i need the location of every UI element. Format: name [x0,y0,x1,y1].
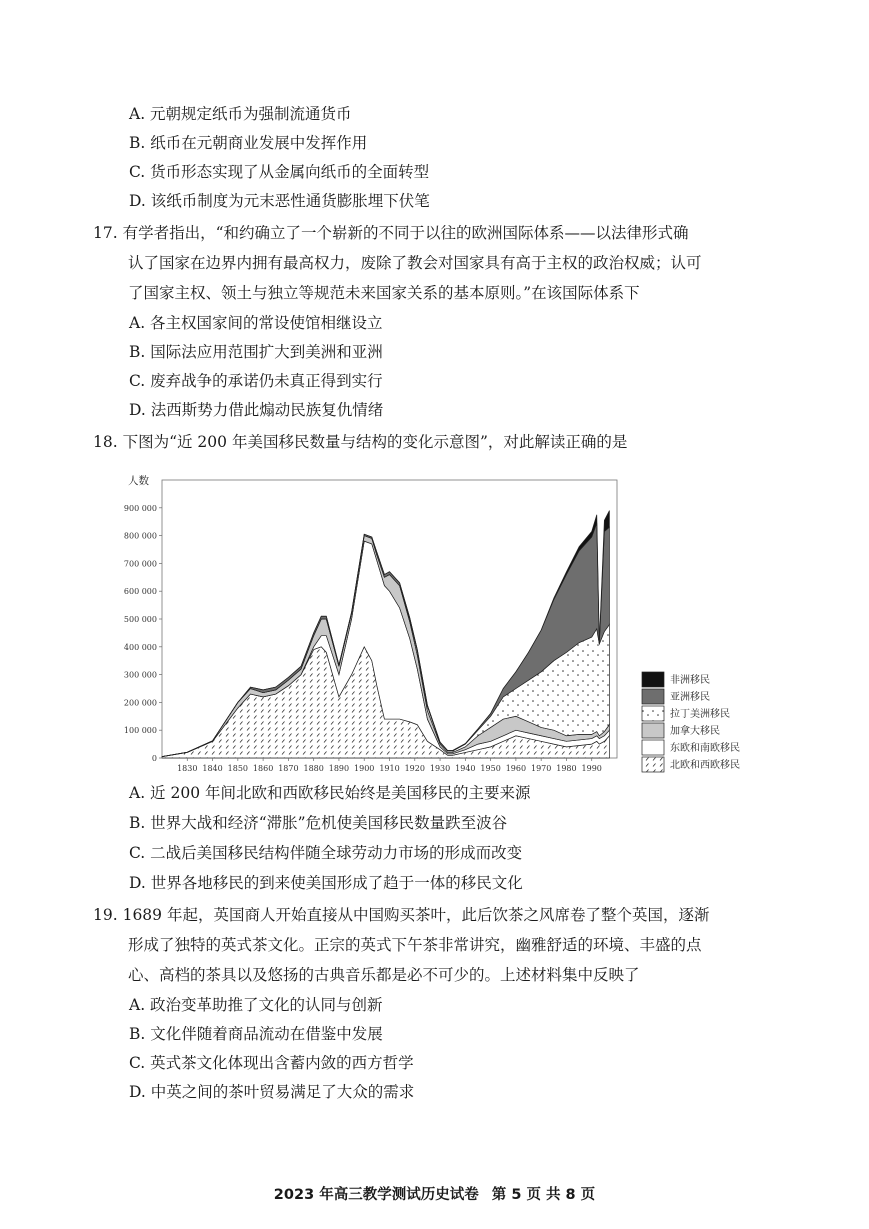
y-tick-label: 300 000 [123,670,157,680]
x-tick-label: 1880 [303,764,324,773]
q18-option-a: A. 近 200 年间北欧和西欧移民始终是美国移民的主要来源 [129,784,531,802]
q16-option-b: B. 纸币在元朝商业发展中发挥作用 [129,134,368,152]
y-tick-label: 100 000 [123,726,157,736]
legend-swatch [642,723,664,738]
q18-stem: 18. 下图为“近 200 年美国移民数量与结构的变化示意图”，对此解读正确的是 [93,433,628,451]
y-tick-label: 600 000 [123,587,157,597]
q16-option-a: A. 元朝规定纸币为强制流通货币 [129,105,352,123]
q17-option-c: C. 废弃战争的承诺仍未真正得到实行 [129,372,383,390]
q18-option-d: D. 世界各地移民的到来使美国形成了趋于一体的移民文化 [129,874,523,892]
x-tick-label: 1850 [227,764,249,773]
q17-option-b: B. 国际法应用范围扩大到美洲和亚洲 [129,343,383,361]
page-footer [0,1183,869,1204]
x-tick-label: 1980 [556,764,577,773]
footer-title: 2023 年高三教学测试历史试卷 [273,1187,479,1203]
legend-swatch [642,740,664,755]
legend-label: 北欧和西欧移民 [670,760,740,771]
y-tick-label: 400 000 [123,642,157,652]
x-tick-label: 1960 [505,764,527,773]
legend-label: 亚洲移民 [670,692,710,703]
legend-label: 东欧和南欧移民 [670,743,740,754]
legend-label: 非洲移民 [670,675,710,686]
immigration-area-chart [120,468,780,782]
q19-option-b: B. 文化伴随着商品流动在借鉴中发展 [129,1025,383,1043]
q19-stem-line-3: 心、高档的茶具以及悠扬的古典音乐都是必不可少的。上述材料集中反映了 [128,966,640,984]
chart-svg [120,468,780,778]
x-tick-label: 1950 [480,764,501,773]
q19-option-c: C. 英式茶文化体现出含蓄内敛的西方哲学 [129,1054,414,1072]
x-tick-label: 1970 [530,764,552,773]
legend-swatch [642,757,664,772]
q18-option-c: C. 二战后美国移民结构伴随全球劳动力市场的形成而改变 [129,844,523,862]
q17-stem-line-3: 了国家主权、领土与独立等规范未来国家关系的基本原则。”在该国际体系下 [128,284,640,302]
q19-option-d: D. 中英之间的茶叶贸易满足了大众的需求 [129,1083,415,1101]
y-tick-label: 500 000 [123,615,157,624]
q16-option-c: C. 货币形态实现了从金属向纸币的全面转型 [129,163,430,181]
q19-stem-line-1: 19. 1689 年起，英国商人开始直接从中国购买茶叶，此后饮茶之风席卷了整个英国，逐渐 [93,906,710,924]
y-tick-label: 0 [151,754,157,763]
y-axis-label: 人数 [128,475,149,487]
x-tick-label: 1830 [177,764,198,773]
x-tick-label: 1940 [455,764,476,773]
x-tick-label: 1930 [429,764,451,773]
y-tick-label: 900 000 [123,503,157,513]
y-tick-label: 200 000 [123,698,157,708]
immigration-chart [120,468,780,778]
q17-option-d: D. 法西斯势力借此煽动民族复仇情绪 [129,401,384,419]
q17-option-a: A. 各主权国家间的常设使馆相继设立 [129,314,383,332]
q16-option-d: D. 该纸币制度为元末恶性通货膨胀埋下伏笔 [129,192,430,210]
x-tick-label: 1920 [404,764,425,773]
y-tick-label: 800 000 [123,531,157,541]
legend-label: 拉丁美洲移民 [670,709,730,720]
q17-stem-line-1: 17. 有学者指出，“和约确立了一个崭新的不同于以往的欧洲国际体系——以法律形式确 [93,224,689,242]
x-tick-label: 1890 [328,764,350,773]
q19-stem-line-2: 形成了独特的英式茶文化。正宗的英式下午茶非常讲究，幽雅舒适的环境、丰盛的点 [128,936,702,954]
legend-swatch [642,689,664,704]
x-tick-label: 1840 [202,764,223,773]
y-tick-label: 700 000 [123,559,157,569]
x-tick-label: 1870 [278,764,299,773]
legend-swatch [642,706,664,721]
q18-option-b: B. 世界大战和经济“滞胀”危机使美国移民数量跌至波谷 [129,814,508,832]
q17-stem-line-2: 认了国家在边界内拥有最高权力，废除了教会对国家具有高于主权的政治权威；认可 [128,254,702,272]
q19-option-a: A. 政治变革助推了文化的认同与创新 [129,996,383,1014]
x-tick-label: 1900 [354,764,375,773]
footer-page-number: 第 5 页 共 8 页 [491,1187,596,1203]
x-tick-label: 1860 [252,764,274,773]
legend-label: 加拿大移民 [670,726,720,737]
x-tick-label: 1990 [581,764,602,773]
x-tick-label: 1910 [379,764,400,773]
legend-swatch [642,672,664,687]
